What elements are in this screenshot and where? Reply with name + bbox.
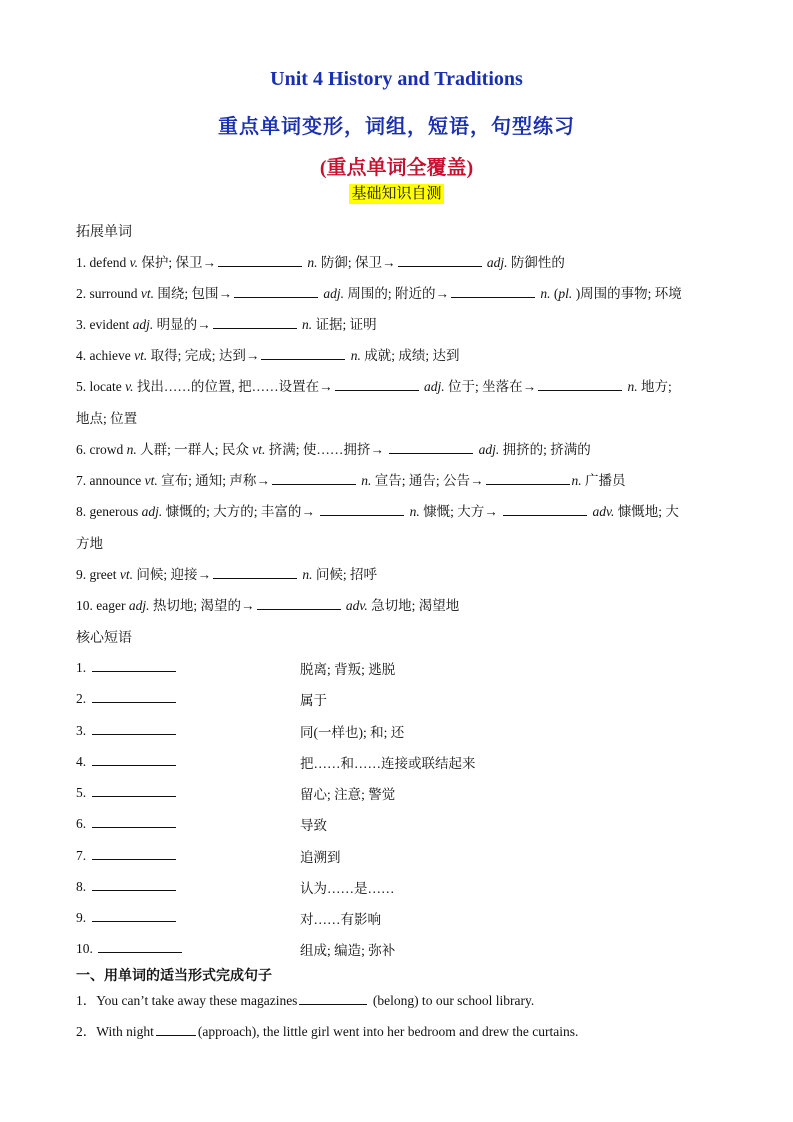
vocab-section-heading: 拓展单词 [76,225,132,240]
answer-blank[interactable] [92,814,176,828]
answer-blank[interactable] [503,502,587,516]
phrase-meaning: 同(一样也); 和; 还 [300,725,405,740]
phrase-item-2: 2. [76,689,178,707]
vocab-item-4: 4. achieve vt. 取得; 完成; 达到→ n. 成就; 成绩; 达到 [76,348,460,363]
phrase-meaning: 留心; 注意; 警觉 [300,787,396,802]
answer-blank[interactable] [234,284,318,298]
vocab-item-9: 9. greet vt. 问候; 迎接→ n. 问候; 招呼 [76,567,378,582]
phrase-item-4: 4. [76,752,178,770]
answer-blank[interactable] [261,346,345,360]
phrase-item-7: 7. [76,846,178,864]
vocab-item-6: 6. crowd n. 人群; 一群人; 民众 vt. 挤满; 使……拥挤→ adj. 拥挤的; 挤满的 [76,442,591,457]
answer-blank[interactable] [213,565,297,579]
answer-blank[interactable] [213,315,297,329]
phrase-section-heading: 核心短语 [76,631,132,646]
vocab-item-2: 2. surround vt. 围绕; 包围→ adj. 周围的; 附近的→ n. (pl. )周围的事物; 环境 [76,286,682,301]
answer-blank[interactable] [92,721,176,735]
vocab-item-3: 3. evident adj. 明显的→ n. 证据; 证明 [76,317,377,332]
exercise-item-2: 2．With night (approach), the little girl went into her bedroom and drew the curtains. [76,1024,579,1039]
answer-blank[interactable] [299,991,367,1005]
answer-blank[interactable] [92,658,176,672]
coverage-note: (重点单词全覆盖) [319,157,474,179]
vocab-item-5-continued: 地点; 位置 [76,411,138,426]
phrase-meaning: 组成; 编造; 弥补 [300,943,396,958]
answer-blank[interactable] [538,377,622,391]
answer-blank[interactable] [451,284,535,298]
exercise-section-heading: 一、用单词的适当形式完成句子 [76,969,272,984]
phrase-meaning: 导致 [300,818,327,833]
phrase-meaning: 对……有影响 [300,912,381,927]
phrase-meaning: 认为……是…… [300,881,395,896]
phrase-item-5: 5. [76,783,178,801]
answer-blank[interactable] [156,1022,196,1036]
answer-blank[interactable] [272,471,356,485]
answer-blank[interactable] [92,752,176,766]
answer-blank[interactable] [92,877,176,891]
vocab-item-1: 1. defend v. 保护; 保卫→ n. 防御; 保卫→ adj. 防御性的 [76,255,565,270]
answer-blank[interactable] [335,377,419,391]
phrase-item-1: 1. [76,658,178,676]
phrase-meaning: 脱离; 背叛; 逃脱 [300,662,396,677]
vocab-item-8-continued: 方地 [76,536,103,551]
phrase-item-3: 3. [76,721,178,739]
answer-blank[interactable] [389,440,473,454]
answer-blank[interactable] [486,471,570,485]
worksheet-subtitle: 重点单词变形，词组，短语，句型练习 [218,116,575,138]
unit-title: Unit 4 History and Traditions [270,68,523,90]
answer-blank[interactable] [320,502,404,516]
phrase-meaning: 追溯到 [300,850,341,865]
vocab-item-7: 7. announce vt. 宣布; 通知; 声称→ n. 宣告; 通告; 公告→ n. 广播员 [76,473,626,488]
answer-blank[interactable] [98,939,182,953]
answer-blank[interactable] [92,846,176,860]
badge-row [0,184,793,204]
phrase-meaning: 属于 [300,693,327,708]
vocab-item-8: 8. generous adj. 慷慨的; 大方的; 丰富的→ n. 慷慨; 大方→ adv. 慷慨地; 大 [76,504,679,519]
vocab-item-5: 5. locate v. 找出……的位置, 把……设置在→ adj. 位于; 坐落在→ n. 地方; [76,379,672,394]
phrase-item-10: 10. [76,939,184,957]
phrase-meaning: 把……和……连接或联结起来 [300,756,476,771]
phrase-item-6: 6. [76,814,178,832]
answer-blank[interactable] [257,596,341,610]
answer-blank[interactable] [92,908,176,922]
answer-blank[interactable] [398,253,482,267]
answer-blank[interactable] [92,689,176,703]
vocab-item-10: 10. eager adj. 热切地; 渴望的→ adv. 急切地; 渴望地 [76,598,460,613]
answer-blank[interactable] [218,253,302,267]
phrase-item-8: 8. [76,877,178,895]
phrase-item-9: 9. [76,908,178,926]
exercise-item-1: 1．You can’t take away these magazines (belong) to our school library. [76,993,535,1008]
answer-blank[interactable] [92,783,176,797]
section-badge: 基础知识自测 [351,186,442,202]
